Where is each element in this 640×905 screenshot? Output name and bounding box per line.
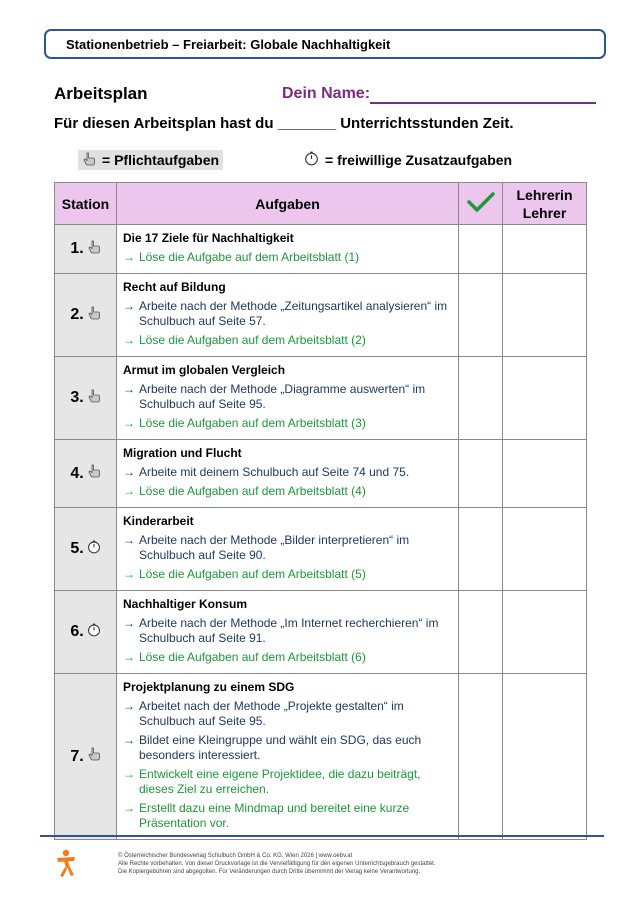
task-instruction-text: Arbeitet nach der Methode „Projekte gestalten“ im Schulbuch auf Seite 95. <box>139 699 404 728</box>
footer-copyright <box>118 852 436 876</box>
task-instruction <box>123 567 452 582</box>
task-instruction-text: Arbeite nach der Methode „Diagramme auswerten“ im Schulbuch auf Seite 95. <box>139 382 426 411</box>
task-instruction <box>123 484 452 499</box>
station-cell <box>55 674 117 840</box>
pointing-hand-icon <box>87 389 101 408</box>
task-title: Projektplanung zu einem SDG <box>123 680 295 694</box>
arrow-icon: → <box>123 699 135 713</box>
teacher-cell[interactable] <box>503 591 587 674</box>
task-instruction-text: Entwickelt eine eigene Projektidee, die dazu beiträgt, dieses Ziel zu erreichen. <box>139 767 421 796</box>
legend-optional-label: = freiwillige Zusatzaufgaben <box>325 152 513 168</box>
arrow-icon: → <box>123 299 135 313</box>
station-number: 1. <box>70 240 84 257</box>
arrow-icon: → <box>123 416 135 430</box>
check-cell[interactable] <box>459 440 503 508</box>
task-title: Die 17 Ziele für Nachhaltigkeit <box>123 231 294 245</box>
arrow-icon: → <box>123 382 135 396</box>
header-box <box>44 29 606 59</box>
legend-optional <box>304 150 512 170</box>
teacher-cell[interactable] <box>503 225 587 274</box>
task-title: Armut im globalen Vergleich <box>123 363 286 377</box>
check-cell[interactable] <box>459 225 503 274</box>
pointing-hand-icon <box>82 152 96 169</box>
check-cell[interactable] <box>459 591 503 674</box>
tasks-cell <box>117 357 459 440</box>
pointing-hand-icon <box>87 240 101 259</box>
tasks-cell <box>117 508 459 591</box>
task-title: Recht auf Bildung <box>123 280 226 294</box>
station-cell <box>55 357 117 440</box>
teacher-cell[interactable] <box>503 440 587 508</box>
intro-text: Für diesen Arbeitsplan hast du _______ Unterrichtsstunden Zeit. <box>54 115 514 132</box>
table-row <box>55 225 587 274</box>
table-row <box>55 508 587 591</box>
tasks-cell <box>117 225 459 274</box>
task-instruction <box>123 382 452 412</box>
station-cell <box>55 274 117 357</box>
arrow-icon: → <box>123 333 135 347</box>
table-row <box>55 591 587 674</box>
teacher-cell[interactable] <box>503 274 587 357</box>
task-instruction-text: Löse die Aufgaben auf dem Arbeitsblatt (3) <box>139 416 366 430</box>
task-instruction-text: Bildet eine Kleingruppe und wählt ein SDG, das euch besonders interessiert. <box>139 733 422 762</box>
arrow-icon: → <box>123 733 135 747</box>
header-station: Station <box>55 183 117 225</box>
task-instruction-text: Löse die Aufgabe auf dem Arbeitsblatt (1) <box>139 250 360 264</box>
task-instruction-text: Arbeite nach der Methode „Zeitungsartikel analysieren“ im Schulbuch auf Seite 57. <box>139 299 448 328</box>
station-cell <box>55 591 117 674</box>
check-cell[interactable] <box>459 274 503 357</box>
stopwatch-icon <box>87 540 101 559</box>
station-cell <box>55 225 117 274</box>
station-number: 2. <box>70 306 84 323</box>
title-row <box>54 84 614 106</box>
arrow-icon: → <box>123 465 135 479</box>
task-instruction <box>123 333 452 348</box>
arrow-icon: → <box>123 567 135 581</box>
pointing-hand-icon <box>87 464 101 483</box>
header-title: Stationenbetrieb – Freiarbeit: Globale Nachhaltigkeit <box>66 37 391 52</box>
task-instruction-text: Arbeite mit deinem Schulbuch auf Seite 74 und 75. <box>139 465 410 479</box>
name-label: Dein Name: <box>282 85 371 102</box>
task-instruction <box>123 465 452 480</box>
task-title: Nachhaltiger Konsum <box>123 597 248 611</box>
work-plan-table <box>54 182 587 840</box>
header-tasks: Aufgaben <box>117 183 459 225</box>
task-instruction <box>123 299 452 329</box>
task-instruction <box>123 650 452 665</box>
station-number: 3. <box>70 389 84 406</box>
task-instruction-text: Löse die Aufgaben auf dem Arbeitsblatt (4) <box>139 484 366 498</box>
footer-line-1: © Österreichischer Bundesverlag Schulbuch GmbH & Co. KG, Wien 2026 | www.oebv.at <box>118 853 353 859</box>
station-cell <box>55 508 117 591</box>
check-cell[interactable] <box>459 674 503 840</box>
task-instruction <box>123 533 452 563</box>
header-teacher <box>503 183 587 225</box>
pointing-hand-icon <box>87 306 101 325</box>
table-row <box>55 357 587 440</box>
teacher-cell[interactable] <box>503 508 587 591</box>
teacher-cell[interactable] <box>503 357 587 440</box>
task-instruction-text: Erstellt dazu eine Mindmap und bereitet eine kurze Präsentation vor. <box>139 801 410 830</box>
table-header-row <box>55 183 587 225</box>
page-title: Arbeitsplan <box>54 84 148 103</box>
table-row <box>55 274 587 357</box>
task-instruction-text: Löse die Aufgaben auf dem Arbeitsblatt (5) <box>139 567 366 581</box>
task-instruction <box>123 616 452 646</box>
task-title: Migration und Flucht <box>123 446 242 460</box>
table-row <box>55 674 587 840</box>
task-instruction <box>123 767 452 797</box>
tasks-cell <box>117 591 459 674</box>
tasks-cell <box>117 674 459 840</box>
stopwatch-icon <box>87 623 101 642</box>
arrow-icon: → <box>123 484 135 498</box>
task-instruction-text: Arbeite nach der Methode „Bilder interpretieren“ im Schulbuch auf Seite 90. <box>139 533 410 562</box>
check-icon <box>466 200 496 216</box>
arrow-icon: → <box>123 533 135 547</box>
footer-divider <box>40 835 604 837</box>
table-row <box>55 440 587 508</box>
tasks-cell <box>117 274 459 357</box>
header-teacher-line2: Lehrer <box>522 204 567 221</box>
task-instruction <box>123 699 452 729</box>
footer-line-2: Alle Rechte vorbehalten. Von dieser Druckvorlage ist die Vervielfältigung für den eigenen Unterrichtsgebrauch gestattet. <box>118 861 436 867</box>
station-number: 5. <box>70 540 84 557</box>
task-title: Kinderarbeit <box>123 514 194 528</box>
task-instruction <box>123 733 452 763</box>
stopwatch-icon <box>304 151 319 169</box>
task-instruction-text: Löse die Aufgaben auf dem Arbeitsblatt (2) <box>139 333 366 347</box>
footer-line-3: Die Kopiergebühren sind abgegolten. Für Veränderungen durch Dritte übernimmt der Verlag keine Verantwortung. <box>118 869 421 875</box>
station-number: 7. <box>70 747 84 765</box>
station-cell <box>55 440 117 508</box>
pointing-hand-icon <box>87 747 101 766</box>
station-number: 6. <box>70 623 84 640</box>
task-instruction-text: Arbeite nach der Methode „Im Internet recherchieren“ im Schulbuch auf Seite 91. <box>139 616 439 645</box>
arrow-icon: → <box>123 801 135 815</box>
arrow-icon: → <box>123 767 135 781</box>
task-instruction <box>123 416 452 431</box>
teacher-cell[interactable] <box>503 674 587 840</box>
arrow-icon: → <box>123 650 135 664</box>
publisher-logo-icon <box>54 848 78 878</box>
check-cell[interactable] <box>459 357 503 440</box>
task-instruction <box>123 801 452 831</box>
check-cell[interactable] <box>459 508 503 591</box>
header-teacher-line1: Lehrerin <box>516 186 573 203</box>
legend-mandatory <box>78 150 223 170</box>
arrow-icon: → <box>123 250 135 264</box>
header-check <box>459 183 503 225</box>
legend-mandatory-label: = Pflichtaufgaben <box>102 152 220 168</box>
tasks-cell <box>117 440 459 508</box>
station-number: 4. <box>70 464 84 482</box>
name-field-line[interactable] <box>370 102 596 104</box>
task-instruction <box>123 250 452 265</box>
arrow-icon: → <box>123 616 135 630</box>
task-instruction-text: Löse die Aufgaben auf dem Arbeitsblatt (6) <box>139 650 366 664</box>
